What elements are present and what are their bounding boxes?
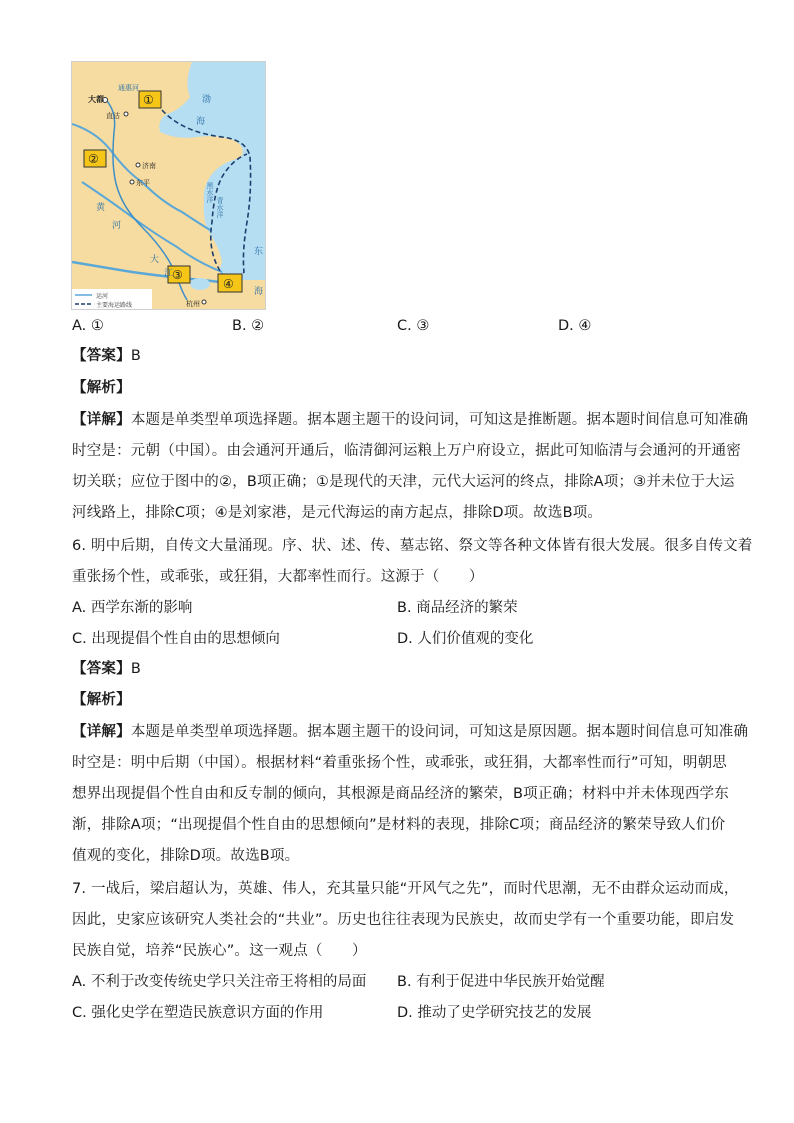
dongping-dot: [130, 180, 134, 184]
q5-answer: B: [130, 348, 141, 364]
q5-option-b: B. ②: [232, 318, 265, 334]
q5-detail-line: [72, 405, 749, 436]
marker1-label: ①: [143, 93, 154, 107]
q6-detail-text-0: 本题是单类型单项选择题。据本题主题干的设问词，可知这是原因题。据本题时间信息可知准确: [130, 724, 749, 740]
sea-hei: 黑水洋: [206, 182, 214, 203]
sea-dong1: 东: [254, 247, 264, 257]
q6-stem: [72, 531, 753, 593]
q7-stem-line-1: 因此，史家应该研究人类社会的“共业”。历史也往往表现为民族史，故而史学有一个重要功能，即启发: [72, 912, 735, 928]
q6-detail: [72, 717, 749, 872]
q6-detail-text-1: 时空是：明中后期（中国）。根据材料“着重张扬个性，或乖张，或狂狷，大都率性而行”可知，明朝思: [72, 755, 727, 771]
q6-option-c: C. 出现提倡个性自由的思想倾向: [72, 631, 280, 647]
q5-detail-text-0: 本题是单类型单项选择题。据本题主题干的设问词，可知这是推断题。据本题时间信息可知准确: [130, 412, 749, 428]
dongping-label: 东平: [136, 179, 150, 187]
q7-option-b: B. 有利于促进中华民族开始觉醒: [397, 974, 605, 990]
marker2-label: ②: [88, 152, 99, 166]
dadu-label: 大都: [88, 95, 104, 104]
q6-detail-text-3: 渐，排除A项；“出现提倡个性自由的思想倾向”是材料的表现，排除C项；商品经济的繁荣导致人们价: [72, 817, 726, 833]
q5-analysis-tag: 【解析】: [72, 380, 131, 396]
q6-detail-line: [72, 717, 749, 748]
q5-answer-tag: 【答案】: [72, 348, 131, 364]
q6-stem-line-1: 重张扬个性，或乖张，或狂狷，大都率性而行。这源于（ ）: [72, 569, 484, 585]
q6-analysis-tag: 【解析】: [72, 692, 131, 708]
q5-detail: [72, 405, 749, 529]
q7-stem: [72, 874, 739, 967]
river-huang: 黄: [96, 203, 106, 213]
legend-route-label: 主要海运路线: [96, 302, 133, 309]
q5-analysis-line: [72, 378, 131, 398]
legend-canal-label: 运河: [96, 293, 109, 300]
q6-answer-line: [72, 659, 141, 679]
q6-option-d: D. 人们价值观的变化: [397, 631, 534, 647]
marker4-label: ④: [223, 277, 234, 291]
q6-detail-tag: 【详解】: [72, 724, 131, 740]
q5-option-c: C. ③: [397, 318, 430, 334]
river-label-tonghui: 通惠河: [118, 84, 139, 92]
river-da: 大: [150, 255, 160, 265]
hangzhou-label: 杭州: [186, 300, 200, 308]
marker3-label: ③: [172, 268, 183, 282]
yuan-canal-map: [71, 61, 266, 310]
zhigu-label: 直沽: [106, 112, 120, 120]
q5-answer-line: [72, 346, 141, 366]
jinan-label: 济南: [142, 162, 156, 170]
river-jiang: 江: [164, 269, 174, 279]
q6-option-b: B. 商品经济的繁荣: [397, 600, 518, 616]
tai-lake: [190, 278, 210, 290]
q5-option-d: D. ④: [558, 318, 592, 334]
map-svg: [72, 62, 265, 309]
zhigu-dot: [124, 112, 128, 116]
sea-bo1: 渤: [202, 95, 212, 105]
q5-detail-tag: 【详解】: [72, 412, 131, 428]
hangzhou-dot: [202, 300, 206, 304]
q7-option-a: A. 不利于改变传统史学只关注帝王将相的局面: [72, 974, 367, 990]
q7-stem-line-0: 7. 一战后，梁启超认为，英雄、伟人，充其量只能“开风气之先”，而时代思潮，无不由群众运动而成，: [72, 881, 739, 897]
q6-answer-tag: 【答案】: [72, 661, 131, 677]
q6-stem-line-0: 6. 明中后期，自传文大量涌现。序、状、述、传、墓志铭、祭文等各种文体皆有很大发展。很多自传文着: [72, 538, 753, 554]
q5-option-a: A. ①: [72, 318, 104, 334]
q5-detail-text-2: 切关联；应位于图中的②，B项正确；①是现代的天津，元代大运河的终点，排除A项；③并未位于大运: [72, 474, 735, 490]
river-he: 河: [112, 221, 122, 231]
jinan-dot: [136, 163, 140, 167]
q6-answer: B: [130, 661, 141, 677]
q5-detail-text-3: 河线路上，排除C项；④是刘家港，是元代海运的南方起点，排除D项。故选B项。: [72, 505, 603, 521]
sea-qing: 青水洋: [216, 197, 224, 218]
sea-dong2: 海: [254, 287, 264, 297]
q7-option-c: C. 强化史学在塑造民族意识方面的作用: [72, 1005, 324, 1021]
q5-detail-text-1: 时空是：元朝（中国）。由会通河开通后，临清御河运粮上万户府设立，据此可知临清与会通河的开通密: [72, 443, 741, 459]
q6-option-a: A. 西学东渐的影响: [72, 600, 193, 616]
q6-detail-text-4: 值观的变化，排除D项。故选B项。: [72, 848, 300, 864]
q7-option-d: D. 推动了史学研究技艺的发展: [397, 1005, 592, 1021]
q6-detail-text-2: 想界出现提倡个性自由和反专制的倾向，其根源是商品经济的繁荣，B项正确；材料中并未体现西学东: [72, 786, 729, 802]
q7-stem-line-2: 民族自觉，培养“民族心”。这一观点（ ）: [72, 943, 367, 959]
sea-bo2: 海: [196, 117, 206, 127]
q6-analysis-line: [72, 690, 131, 710]
